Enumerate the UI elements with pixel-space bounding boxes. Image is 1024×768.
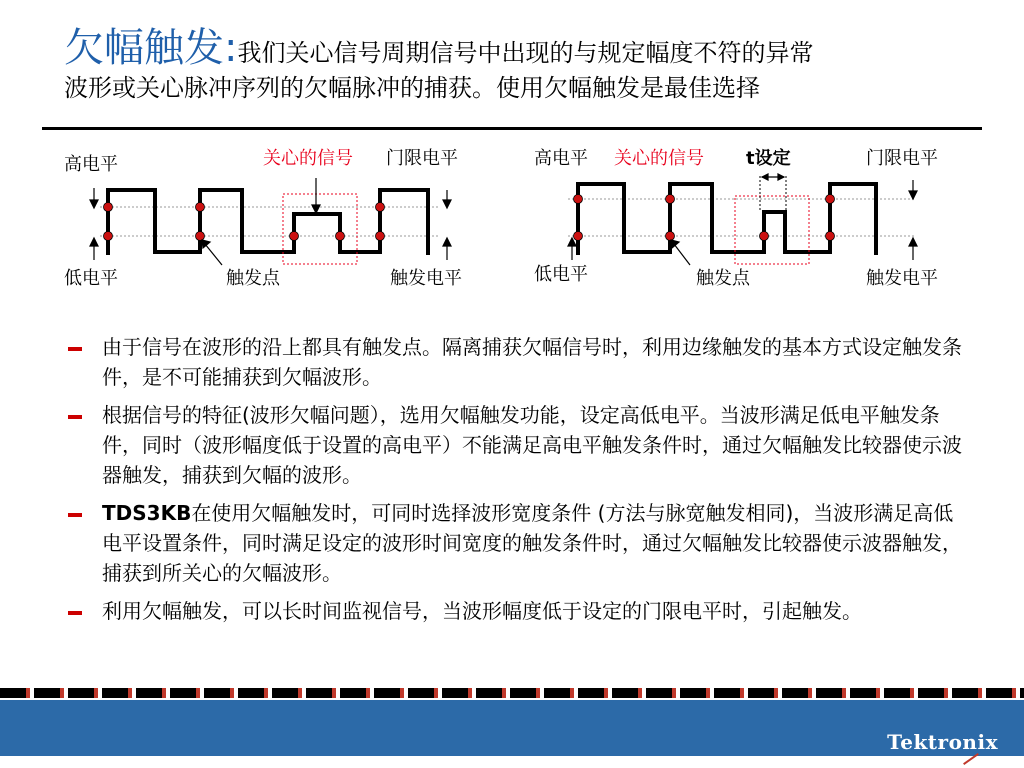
title-sub-line2: 波形或关心脉冲序列的欠幅脉冲的捕获。使用欠幅触发是最佳选择 xyxy=(64,74,760,102)
right-trigger-level-label: 触发电平 xyxy=(866,268,938,289)
right-t-setting-label: t设定 xyxy=(746,148,791,169)
bullet-dash-icon xyxy=(68,347,82,351)
left-high-level-label: 高电平 xyxy=(64,154,118,175)
left-waveform-trace xyxy=(108,190,428,255)
title-divider xyxy=(42,127,982,130)
bullet-text: 根据信号的特征(波形欠幅问题），选用欠幅触发功能，设定高低电平。当波形满足低电平触发条件，同时（波形幅度低于设置的高电平）不能满足高电平触发条件时，通过欠幅触发比较器使示波器触发，捕获到欠幅的波形。 xyxy=(102,403,962,487)
right-low-level-label: 低电平 xyxy=(534,264,588,285)
tektronix-logo: Tektronix xyxy=(887,730,998,754)
bullet-text: 利用欠幅触发，可以长时间监视信号，当波形幅度低于设定的门限电平时，引起触发。 xyxy=(102,599,862,623)
bullet-item xyxy=(64,498,964,588)
runt-trigger-diagrams xyxy=(0,140,1024,310)
footer-checker-strip xyxy=(0,688,1024,698)
footer-blue-band xyxy=(0,700,1024,756)
left-waveform-diagram xyxy=(90,178,451,265)
right-trigger-point-label: 触发点 xyxy=(696,268,750,289)
right-trigger-points xyxy=(574,195,835,241)
right-waveform-diagram xyxy=(568,174,917,265)
bullet-list xyxy=(64,332,964,634)
left-low-level-label: 低电平 xyxy=(64,268,118,289)
bullet-item xyxy=(64,596,964,626)
bullet-dash-icon xyxy=(68,611,82,615)
left-care-signal-label: 关心的信号 xyxy=(263,148,353,169)
left-trigger-level-label: 触发电平 xyxy=(390,268,462,289)
slide-title xyxy=(64,24,994,104)
right-care-signal-label: 关心的信号 xyxy=(614,148,704,169)
bullet-bold: TDS3KB xyxy=(102,501,192,525)
right-threshold-label: 门限电平 xyxy=(866,148,938,169)
title-main: 欠幅触发: xyxy=(64,25,238,71)
left-trigger-point-label: 触发点 xyxy=(226,268,280,289)
bullet-item xyxy=(64,332,964,392)
bullet-dash-icon xyxy=(68,513,82,517)
bullet-text: 由于信号在波形的沿上都具有触发点。隔离捕获欠幅信号时，利用边缘触发的基本方式设定触发条件，是不可能捕获到欠幅波形。 xyxy=(102,335,962,389)
bullet-item xyxy=(64,400,964,490)
bullet-text: 在使用欠幅触发时，可同时选择波形宽度条件 (方法与脉宽触发相同)，当波形满足高低电平设置条件，同时满足设定的波形时间宽度的触发条件时，通过欠幅触发比较器使示波器触发，捕获到所关心的欠幅波形。 xyxy=(102,501,962,585)
bullet-dash-icon xyxy=(68,415,82,419)
logo-slash-icon xyxy=(963,753,979,765)
title-sub-line1: 我们关心信号周期信号中出现的与规定幅度不符的异常 xyxy=(237,39,814,67)
left-threshold-label: 门限电平 xyxy=(386,148,458,169)
footer xyxy=(0,688,1024,768)
right-high-level-label: 高电平 xyxy=(534,148,588,169)
